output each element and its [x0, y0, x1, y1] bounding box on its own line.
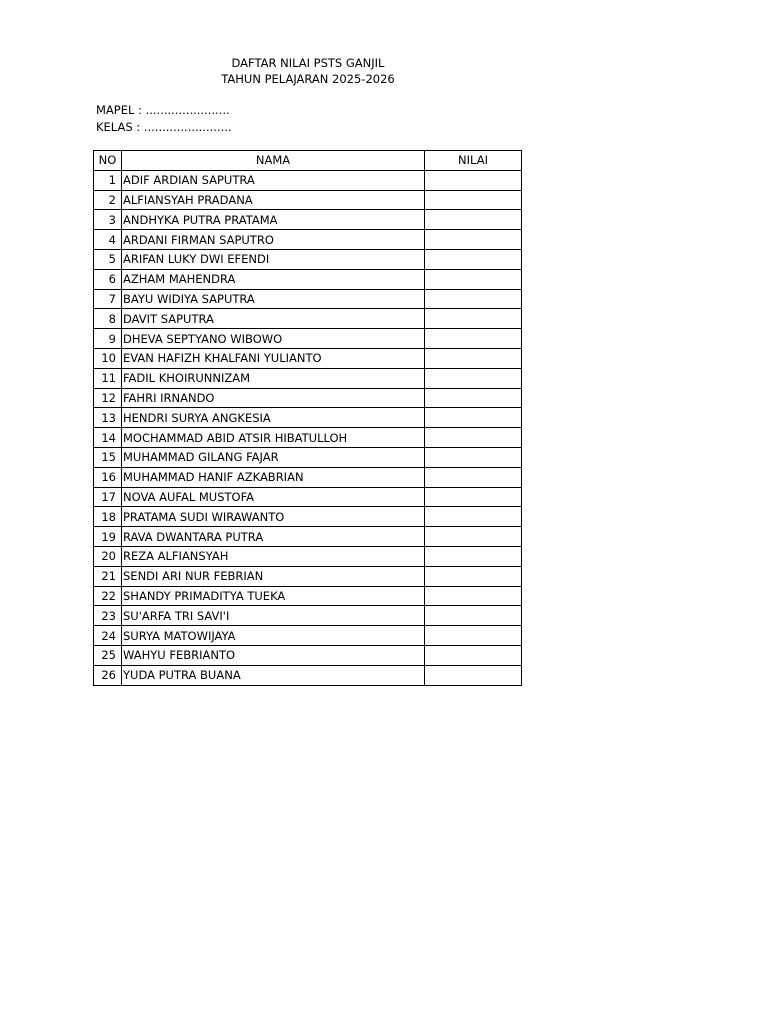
cell-nilai[interactable] [425, 329, 522, 349]
table-row [94, 230, 522, 250]
cell-nilai[interactable] [425, 388, 522, 408]
table-row [94, 408, 522, 428]
cell-nama: SENDI ARI NUR FEBRIAN [122, 566, 425, 586]
mapel-field: MAPEL : ....................... [96, 103, 230, 117]
document-subtitle: TAHUN PELAJARAN 2025-2026 [221, 72, 395, 86]
table-row [94, 447, 522, 467]
cell-nilai[interactable] [425, 368, 522, 388]
cell-nilai[interactable] [425, 507, 522, 527]
cell-no: 23 [94, 606, 122, 626]
cell-nilai[interactable] [425, 467, 522, 487]
table-row [94, 368, 522, 388]
header-nama: NAMA [122, 151, 425, 171]
cell-nama: FADIL KHOIRUNNIZAM [122, 368, 425, 388]
cell-nilai[interactable] [425, 408, 522, 428]
table-row [94, 606, 522, 626]
cell-nilai[interactable] [425, 309, 522, 329]
cell-no: 26 [94, 665, 122, 685]
cell-no: 1 [94, 170, 122, 190]
cell-nilai[interactable] [425, 626, 522, 646]
cell-nama: SU'ARFA TRI SAVI'I [122, 606, 425, 626]
table-header-row [94, 151, 522, 171]
table-row [94, 566, 522, 586]
cell-nama: YUDA PUTRA BUANA [122, 665, 425, 685]
cell-no: 2 [94, 190, 122, 210]
cell-no: 12 [94, 388, 122, 408]
cell-nama: ANDHYKA PUTRA PRATAMA [122, 210, 425, 230]
table-row [94, 210, 522, 230]
cell-nilai[interactable] [425, 269, 522, 289]
table-row [94, 527, 522, 547]
cell-nama: ALFIANSYAH PRADANA [122, 190, 425, 210]
cell-no: 11 [94, 368, 122, 388]
table-row [94, 665, 522, 685]
cell-nilai[interactable] [425, 665, 522, 685]
cell-nilai[interactable] [425, 487, 522, 507]
cell-nilai[interactable] [425, 289, 522, 309]
cell-nama: DAVIT SAPUTRA [122, 309, 425, 329]
document-title: DAFTAR NILAI PSTS GANJIL [231, 56, 385, 70]
cell-nilai[interactable] [425, 428, 522, 448]
kelas-field: KELAS : ........................ [96, 120, 232, 134]
table-row [94, 309, 522, 329]
cell-nilai[interactable] [425, 645, 522, 665]
table-row [94, 190, 522, 210]
table-row [94, 546, 522, 566]
table-row [94, 626, 522, 646]
table-row [94, 388, 522, 408]
cell-nilai[interactable] [425, 586, 522, 606]
cell-nama: FAHRI IRNANDO [122, 388, 425, 408]
cell-no: 5 [94, 249, 122, 269]
cell-nama: DHEVA SEPTYANO WIBOWO [122, 329, 425, 349]
cell-nilai[interactable] [425, 249, 522, 269]
cell-no: 9 [94, 329, 122, 349]
cell-nama: AZHAM MAHENDRA [122, 269, 425, 289]
table-row [94, 487, 522, 507]
table-row [94, 170, 522, 190]
cell-nama: ARIFAN LUKY DWI EFENDI [122, 249, 425, 269]
cell-nilai[interactable] [425, 230, 522, 250]
cell-nama: MOCHAMMAD ABID ATSIR HIBATULLOH [122, 428, 425, 448]
cell-nilai[interactable] [425, 210, 522, 230]
cell-no: 16 [94, 467, 122, 487]
cell-nilai[interactable] [425, 447, 522, 467]
table-row [94, 289, 522, 309]
grade-table [93, 150, 522, 686]
cell-nama: MUHAMMAD GILANG FAJAR [122, 447, 425, 467]
cell-nilai[interactable] [425, 566, 522, 586]
table-row [94, 428, 522, 448]
cell-nama: RAVA DWANTARA PUTRA [122, 527, 425, 547]
cell-nama: WAHYU FEBRIANTO [122, 645, 425, 665]
cell-nama: NOVA AUFAL MUSTOFA [122, 487, 425, 507]
header-no: NO [94, 151, 122, 171]
cell-no: 6 [94, 269, 122, 289]
table-row [94, 269, 522, 289]
cell-nama: HENDRI SURYA ANGKESIA [122, 408, 425, 428]
table-body [94, 170, 522, 685]
cell-no: 24 [94, 626, 122, 646]
cell-nilai[interactable] [425, 527, 522, 547]
cell-nama: SURYA MATOWIJAYA [122, 626, 425, 646]
cell-no: 22 [94, 586, 122, 606]
table-row [94, 586, 522, 606]
cell-nama: EVAN HAFIZH KHALFANI YULIANTO [122, 348, 425, 368]
cell-no: 10 [94, 348, 122, 368]
cell-nama: BAYU WIDIYA SAPUTRA [122, 289, 425, 309]
cell-no: 7 [94, 289, 122, 309]
cell-no: 21 [94, 566, 122, 586]
cell-no: 15 [94, 447, 122, 467]
cell-no: 20 [94, 546, 122, 566]
cell-nama: REZA ALFIANSYAH [122, 546, 425, 566]
table-row [94, 329, 522, 349]
cell-nama: SHANDY PRIMADITYA TUEKA [122, 586, 425, 606]
cell-nilai[interactable] [425, 348, 522, 368]
cell-nama: ARDANI FIRMAN SAPUTRO [122, 230, 425, 250]
cell-nilai[interactable] [425, 170, 522, 190]
table-row [94, 348, 522, 368]
table-row [94, 645, 522, 665]
cell-no: 4 [94, 230, 122, 250]
cell-no: 18 [94, 507, 122, 527]
table-row [94, 249, 522, 269]
table-row [94, 467, 522, 487]
cell-no: 17 [94, 487, 122, 507]
table-row [94, 507, 522, 527]
cell-nilai[interactable] [425, 190, 522, 210]
cell-nilai[interactable] [425, 606, 522, 626]
cell-nama: MUHAMMAD HANIF AZKABRIAN [122, 467, 425, 487]
cell-no: 3 [94, 210, 122, 230]
cell-no: 25 [94, 645, 122, 665]
cell-no: 8 [94, 309, 122, 329]
header-nilai: NILAI [425, 151, 522, 171]
cell-no: 13 [94, 408, 122, 428]
cell-no: 19 [94, 527, 122, 547]
cell-nilai[interactable] [425, 546, 522, 566]
cell-nama: ADIF ARDIAN SAPUTRA [122, 170, 425, 190]
cell-nama: PRATAMA SUDI WIRAWANTO [122, 507, 425, 527]
cell-no: 14 [94, 428, 122, 448]
